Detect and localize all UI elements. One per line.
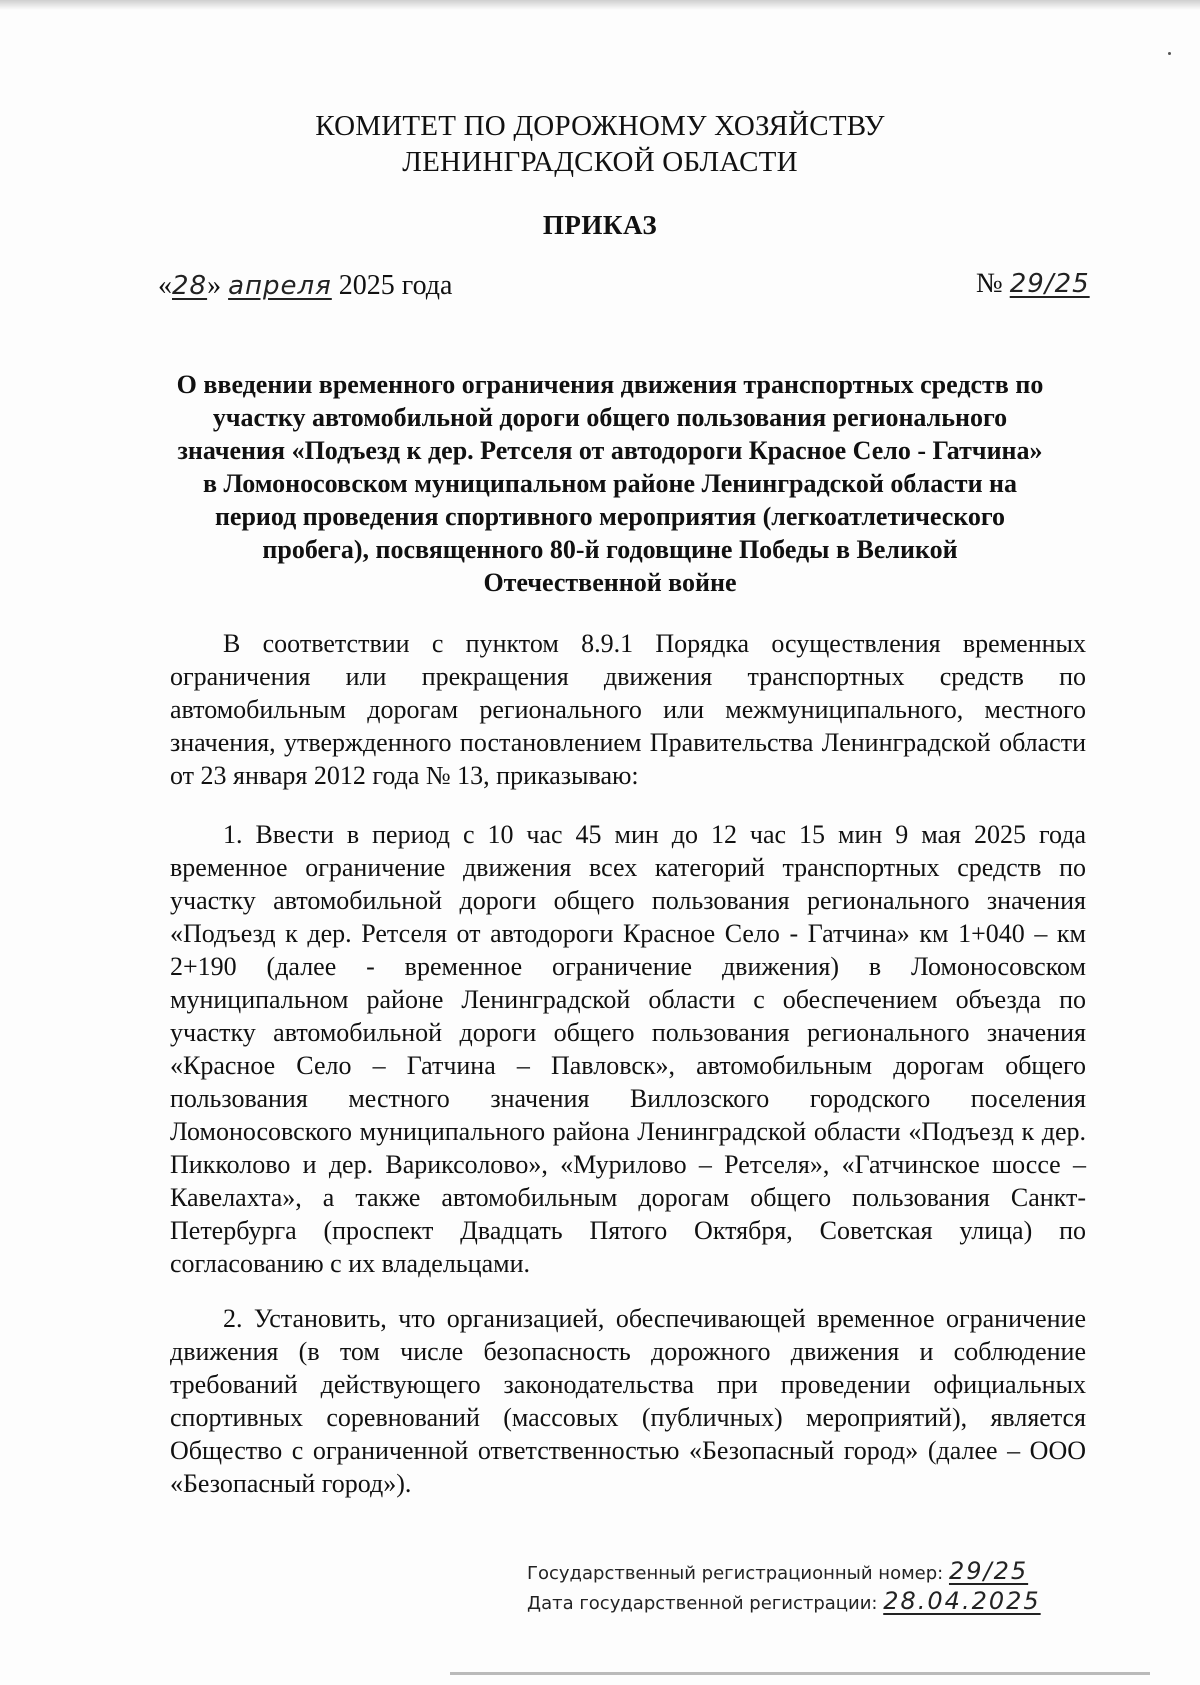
date-day-handwritten: 28 — [172, 271, 208, 301]
date-month-handwritten: апреля — [228, 271, 332, 301]
scan-edge-top — [0, 0, 1200, 10]
order-item-2: 2. Установить, что организацией, обеспечивающей временное ограничение движения (в том числе безопасность дорожного движения и соблюдение требований действующего законодательства при проведении официальных спортивных соревнований (массовых (публичных) мероприятий), является Общество с ограниченной ответственностью «Безопасный город» (далее – ООО «Безопасный город»). — [170, 1304, 1086, 1498]
registration-number-handwritten: 29/25 — [948, 1557, 1029, 1585]
registration-date-label: Дата государственной регистрации: — [527, 1593, 878, 1614]
order-item-1: 1. Ввести в период с 10 час 45 мин до 12 час 15 мин 9 мая 2025 года временное ограничение движения всех категорий транспортных средств по участку автомобильной дороги общего пользования регионального значения «Подъезд к дер. Ретселя от автодороги Красное Село - Гатчина» км 1+040 – км 2+190 (далее - временное ограничение движения) в Ломоносовском муниципальном районе Ленинградской области с обеспечением объезда по участку автомобильной дороги общего пользования регионального значения «Красное Село – Гатчина – Павловск», автомобильным дорогам общего пользования местного значения Виллозского городского поселения Ломоносовского муниципального района Ленинградской области «Подъезд к дер. Пикколово и дер. Вариксолово», «Мурилово – Ретселя», «Гатчинское шоссе – Кавелахта», а также автомобильным дорогам общего пользования Санкт-Петербурга (проспект Двадцать Пятого Октября, Советская улица) по согласованию с их владельцами. — [170, 820, 1086, 1278]
order-number-handwritten: 29/25 — [1009, 269, 1090, 299]
registration-date-handwritten: 28.04.2025 — [883, 1587, 1041, 1615]
committee-name-line2: ЛЕНИНГРАДСКОЙ ОБЛАСТИ — [402, 146, 798, 178]
scan-speck — [1168, 52, 1171, 55]
order-date — [158, 270, 452, 302]
order-number — [976, 268, 1090, 300]
committee-name-line1: КОМИТЕТ ПО ДОРОЖНОМУ ХОЗЯЙСТВУ — [315, 110, 885, 142]
date-year: 2025 года — [338, 270, 453, 301]
registration-number-label: Государственный регистрационный номер: — [527, 1563, 944, 1584]
date-close-quote: » — [207, 270, 222, 301]
date-open-quote: « — [158, 270, 172, 301]
order-subject: О введении временного ограничения движения транспортных средств по участку автомобильной дороги общего пользования регионального значения «Подъезд к дер. Ретселя от автодороги Красное Село - Гатчина» в Ломоносовском муниципальном районе Ленинградской области на период проведения спортивного мероприятия (легкоатлетического пробега), посвященного 80-й годовщине Победы в Великой Отечественной войне — [176, 370, 1044, 597]
number-sign: № — [976, 268, 1003, 299]
order-title: ПРИКАЗ — [542, 210, 658, 240]
committee-header — [0, 108, 1200, 180]
scan-edge-bottom — [450, 1672, 1150, 1675]
registration-date — [527, 1587, 1041, 1615]
preamble-paragraph: В соответствии с пунктом 8.9.1 Порядка осуществления временных ограничения или прекращения движения транспортных средств по автомобильным дорогам регионального или межмуниципального, местного значения, утвержденного постановлением Правительства Ленинградской области от 23 января 2012 года № 13, приказываю: — [170, 629, 1086, 790]
registration-number — [527, 1557, 1028, 1585]
